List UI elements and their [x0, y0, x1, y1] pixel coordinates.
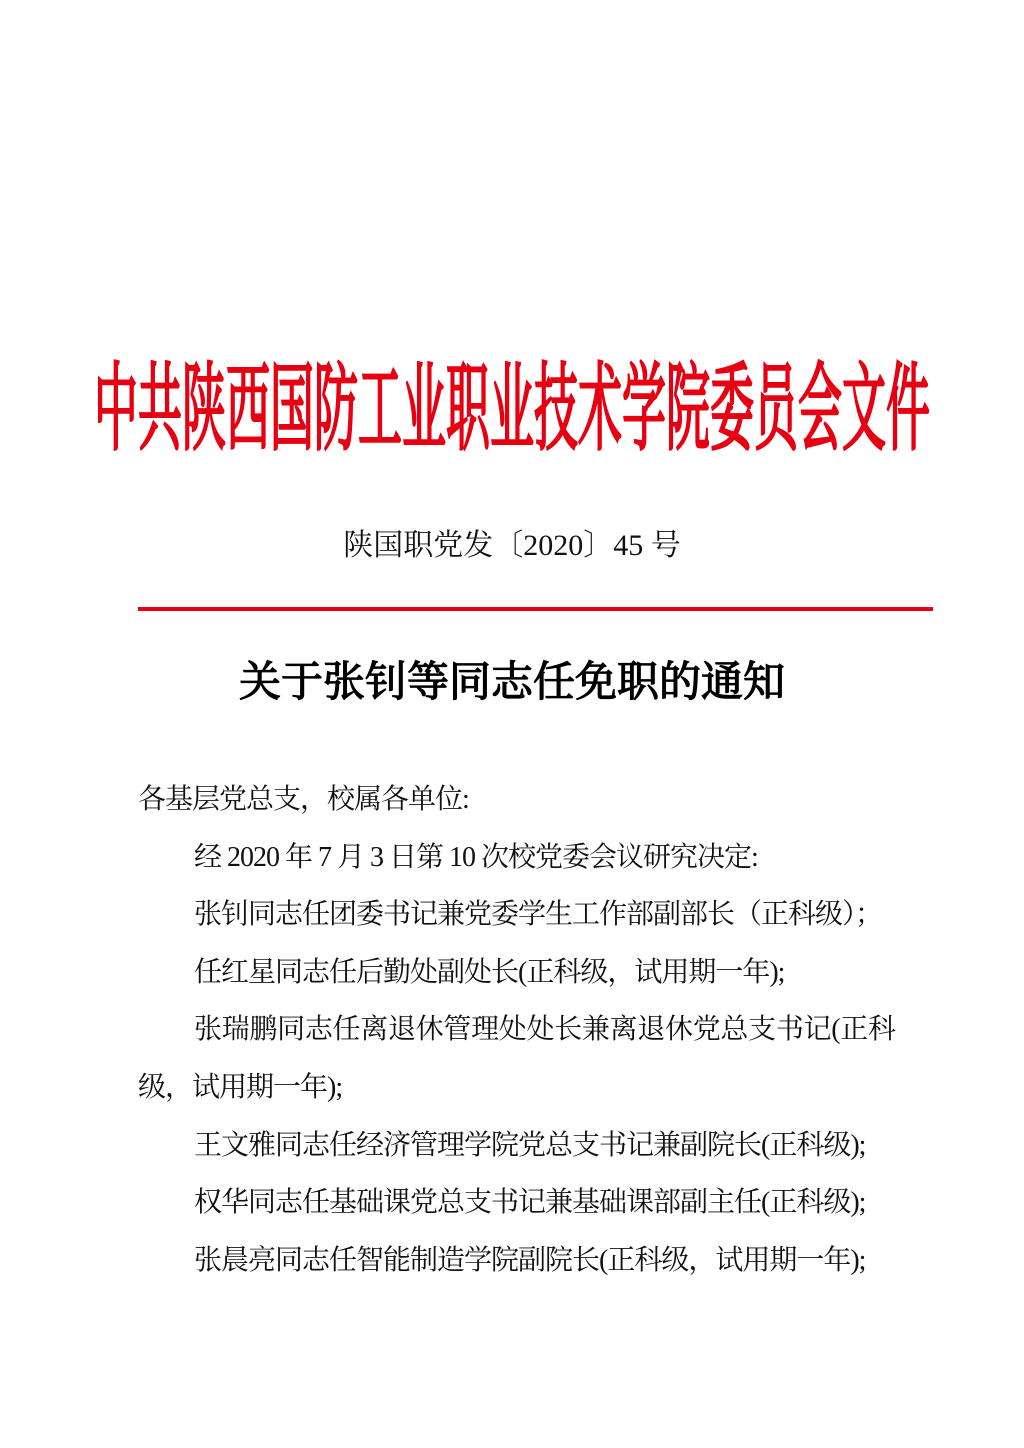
body-paragraph: 权华同志任基础课党总支书记兼基础课部副主任(正科级); — [194, 1187, 866, 1219]
document-reference-number: 陕国职党发〔2020〕45 号 — [343, 529, 681, 562]
body-paragraph: 经 2020 年 7 月 3 日第 10 次校党委会议研究决定: — [194, 841, 758, 873]
body-paragraph: 张晨亮同志任智能制造学院副院长(正科级，试用期一年); — [194, 1244, 866, 1276]
document-title: 关于张钊等同志任免职的通知 — [238, 660, 785, 706]
red-divider-line — [138, 607, 933, 611]
body-paragraph: 张钊同志任团委书记兼党委学生工作部副部长（正科级）； — [194, 899, 883, 931]
salutation-line: 各基层党总支，校属各单位: — [138, 784, 469, 815]
letterhead — [0, 356, 1024, 464]
body-paragraph: 王文雅同志任经济管理学院党总支书记兼副院长(正科级); — [194, 1129, 866, 1161]
document-body — [138, 771, 895, 1289]
letterhead-org-title: 中共陕西国防工业职业技术学院委员会文件 — [94, 356, 930, 464]
body-paragraph: 任红星同志任后勤处副处长(正科级，试用期一年); — [194, 956, 785, 988]
body-paragraph: 张瑞鹏同志任离退休管理处处长兼离退休党总支书记(正科级，试用期一年); — [138, 1014, 895, 1103]
